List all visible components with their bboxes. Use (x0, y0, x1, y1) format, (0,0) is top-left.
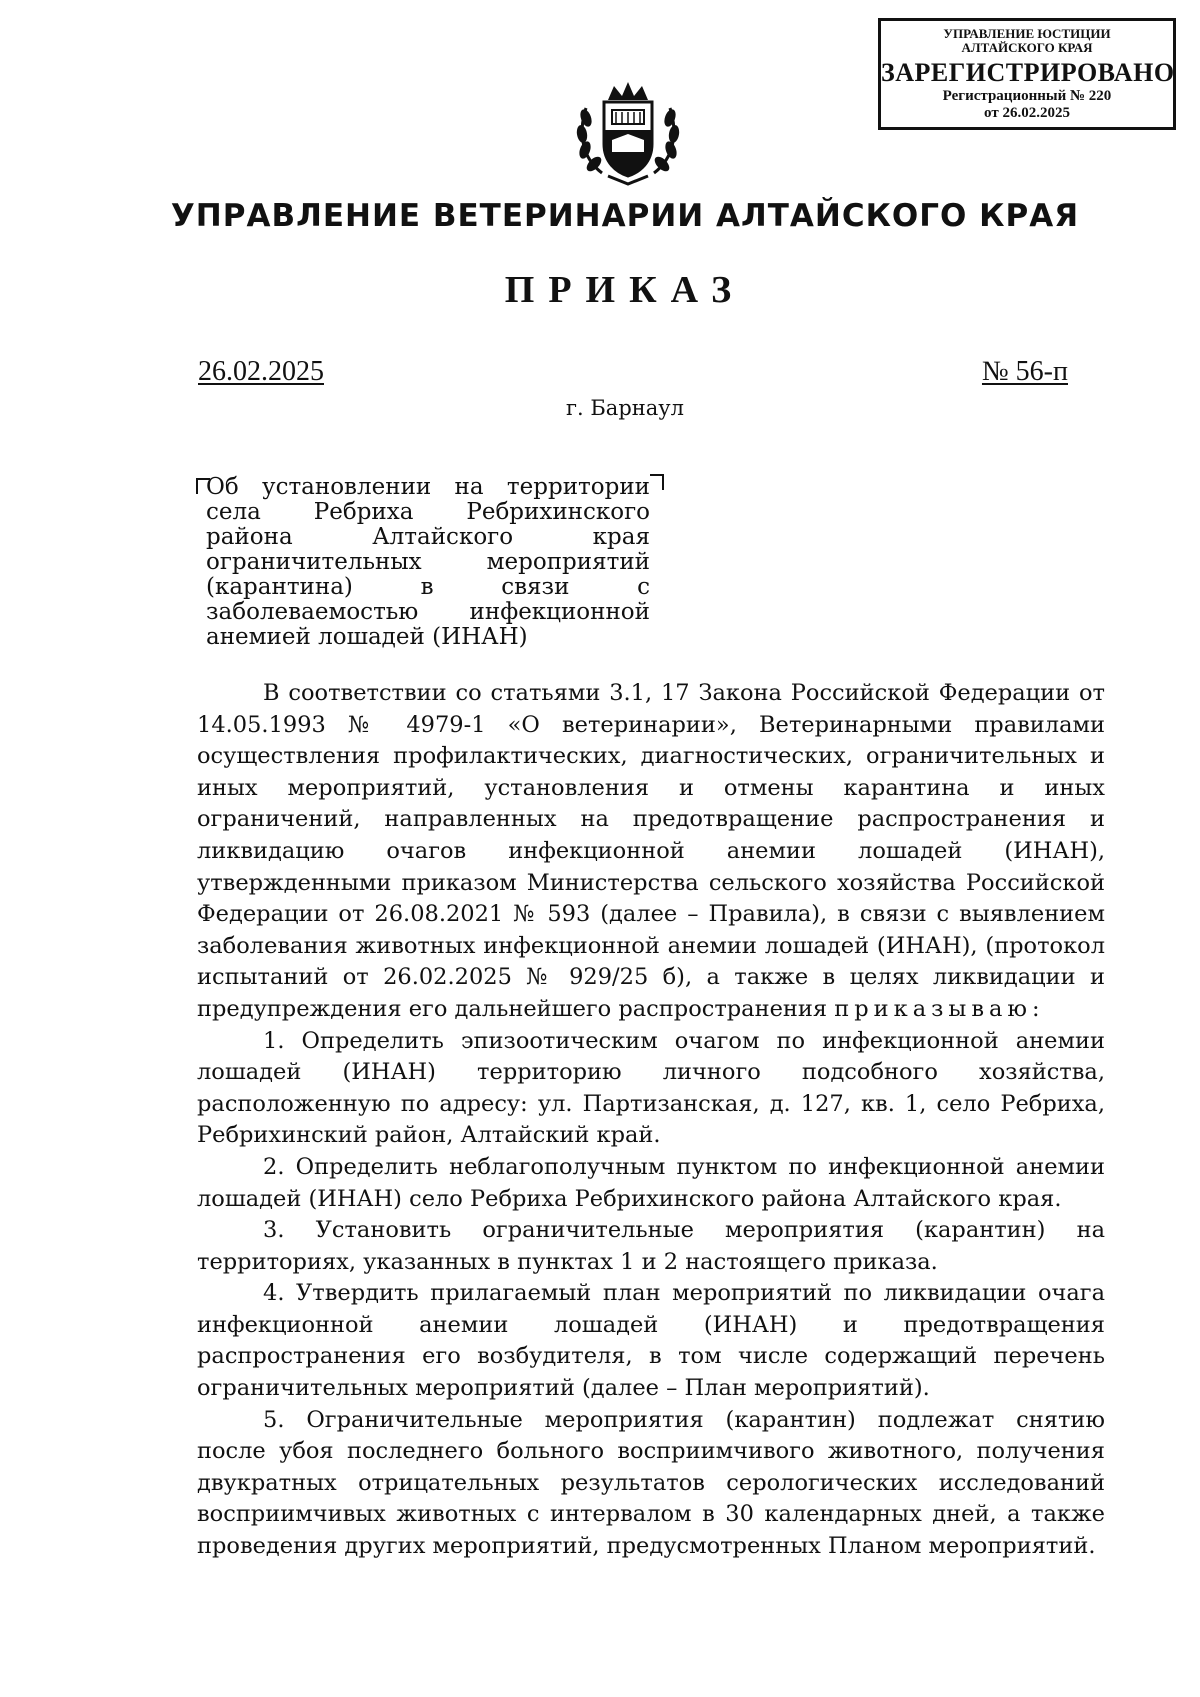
registration-stamp (878, 18, 1176, 130)
order-item-2: 2. Определить неблагополучным пунктом по инфекционной анемии лошадей (ИНАН) село Ребриха Ребрихинского района Алтайского края. (197, 1153, 1105, 1212)
document-subject: Об установлении на территории села Ребриха Ребрихинского района Алтайского края ограничительных мероприятий (карантина) в связи с заболеваемостью инфекционной анемией лошадей (ИНАН) (206, 474, 650, 650)
preamble-text: В соответствии со статьями 3.1, 17 Закона Российской Федерации от 14.05.1993 № 4979-1 «О ветеринарии», Ветеринарными правилами осуществления профилактических, диагностических, ограничительных и иных мероприятий, установления и отмены карантина и иных ограничений, направленных на предотвращение распространения и ликвидацию очагов инфекционной анемии лошадей (ИНАН), утвержденными приказом Министерства сельского хозяйства Российской Федерации от 26.08.2021 № 593 (далее – Правила), в связи с выявлением заболевания животных инфекционной анемии лошадей (ИНАН), (протокол испытаний от 26.02.2025 № 929/25 б), а также в целях ликвидации и предупреждения его дальнейшего распространения (197, 680, 1105, 1022)
body-preamble (197, 678, 1105, 1026)
organization-title: УПРАВЛЕНИЕ ВЕТЕРИНАРИИ АЛТАЙСКОГО КРАЯ (170, 198, 1080, 234)
stamp-organization: УПРАВЛЕНИЕ ЮСТИЦИИ АЛТАЙСКОГО КРАЯ (943, 26, 1111, 55)
document-city: г. Барнаул (566, 396, 684, 420)
order-item-1: 1. Определить эпизоотическим очагом по инфекционной анемии лошадей (ИНАН) территорию личного подсобного хозяйства, расположенную по адресу: ул. Партизанская, д. 127, кв. 1, село Ребриха, Ребрихинский район, Алтайский край. (197, 1027, 1105, 1149)
order-word: приказываю: (834, 995, 1045, 1022)
document-date: 26.02.2025 (198, 356, 324, 387)
coat-of-arms-icon (572, 78, 684, 188)
document-number: № 56-п (981, 356, 1068, 387)
order-item-4: 4. Утвердить прилагаемый план мероприятий по ликвидации очага инфекционной анемии лошадей (ИНАН) и предотвращения распространения его возбудителя, в том числе содержащий перечень ограничительных мероприятий (далее – План мероприятий). (197, 1280, 1105, 1402)
order-item-3: 3. Установить ограничительные мероприятия (карантин) на территориях, указанных в пунктах 1 и 2 настоящего приказа. (197, 1217, 1105, 1275)
document-type: ПРИКАЗ (504, 269, 746, 311)
stamp-registration-number: Регистрационный № 220 (942, 88, 1112, 104)
document-body (197, 678, 1105, 1563)
stamp-status: ЗАРЕГИСТРИРОВАНО (881, 58, 1175, 87)
subject-corner-mark-right (650, 474, 664, 490)
order-item-5: 5. Ограничительные мероприятия (карантин) подлежат снятию после убоя последнего больного восприимчивого животного, получения двукратных отрицательных результатов серологических исследований восприимчивых животных с интервалом в 30 календарных дней, а также проведения других мероприятий, предусмотренных Планом мероприятий. (197, 1406, 1105, 1560)
stamp-date: от 26.02.2025 (984, 105, 1070, 121)
